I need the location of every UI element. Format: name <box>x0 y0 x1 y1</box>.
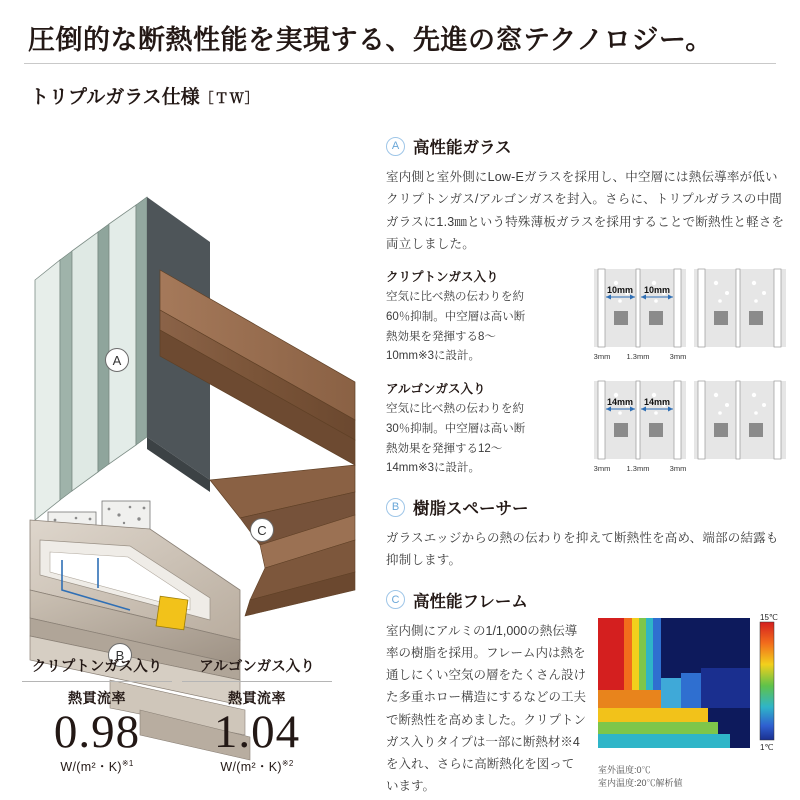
section-high-performance-frame <box>386 588 786 798</box>
section-header <box>386 588 786 612</box>
figure-gas-label: クリプトンガス入り <box>31 659 163 675</box>
argon-text: 空気に比べ熱の伝わりを約30％抑制。中空層は高い断熱効果を発揮する12〜14mm※3に設計。 <box>386 403 526 475</box>
svg-text:1.3mm: 1.3mm <box>626 464 650 474</box>
figure-unit-text: W/(m²・K) <box>60 760 122 775</box>
svg-text:10mm: 10mm <box>606 285 634 295</box>
figure-value: 1.04 <box>213 706 301 758</box>
figure-unit-text: W/(m²・K) <box>220 760 282 775</box>
figure-metric-label: 熱貫流率 <box>228 690 286 706</box>
badge-c: C <box>250 518 274 542</box>
thermal-analysis-image <box>598 612 786 791</box>
badge-b: B <box>108 643 132 667</box>
page-subtitle <box>30 82 260 109</box>
figure-note: ※2 <box>281 759 294 769</box>
figure-krypton <box>22 655 172 775</box>
krypton-diagram <box>594 267 786 372</box>
krypton-title: クリプトンガス入り <box>386 270 499 284</box>
svg-text:14mm: 14mm <box>606 397 634 408</box>
svg-text:1.3mm: 1.3mm <box>626 352 650 361</box>
section-title: 樹脂スペーサー <box>413 500 529 519</box>
right-column <box>386 134 786 798</box>
section-header <box>386 134 786 158</box>
section-resin-spacer <box>386 495 786 572</box>
section-header <box>386 495 786 519</box>
svg-text:1℃: 1℃ <box>760 742 774 752</box>
section-body: 室内側にアルミの1/1,000の熱伝導率の樹脂を採用。フレーム内は熱を通しにくい空気の層をたくさん設けた多重ホロー構造にするなどの工夫で断熱性を高めました。クリプトンガス入りタイプは一部に断熱材※4を入れ、さらに高断熱化を図っています。 <box>386 623 587 794</box>
section-high-performance-glass <box>386 134 786 479</box>
section-title: 高性能ガラス <box>413 139 512 157</box>
circle-b-icon: B <box>386 498 405 517</box>
krypton-block <box>386 267 786 367</box>
argon-title: アルゴンガス入り <box>386 382 486 397</box>
argon-diagram <box>594 379 786 484</box>
svg-text:10mm: 10mm <box>643 285 671 295</box>
krypton-diagram-svg <box>594 267 786 367</box>
figure-note: ※1 <box>121 759 134 769</box>
window-cross-section-illustration <box>10 120 370 663</box>
svg-text:3mm: 3mm <box>593 352 611 361</box>
figure-metric-label: 熱貫流率 <box>68 690 126 706</box>
page-headline: 圧倒的な断熱性能を実現する、先進の窓テクノロジー。 <box>28 25 713 55</box>
frame-content <box>386 612 786 798</box>
figure-value: 0.98 <box>53 706 141 758</box>
section-body: 室内側と室外側にLow-Eガラスを採用し、中空層には熱伝導率が低いクリプトンガス/アルゴンガスを封入。さらに、トリプルガラスの中間ガラスに1.3㎜という特殊薄板ガラスを採用することで断熱性と軽さを両立しました。 <box>386 170 785 251</box>
performance-figures <box>14 655 344 795</box>
section-title: 高性能フレーム <box>413 592 528 611</box>
subtitle-text: トリプルガラス仕様 <box>30 87 200 108</box>
svg-text:15℃: 15℃ <box>760 612 778 622</box>
header-divider <box>24 63 776 64</box>
thermal-analysis-svg <box>598 612 786 756</box>
badge-a: A <box>105 348 129 372</box>
argon-diagram-svg <box>594 379 786 479</box>
argon-block <box>386 379 786 479</box>
figure-argon <box>182 655 332 775</box>
svg-text:3mm: 3mm <box>593 464 611 474</box>
figure-unit <box>22 757 172 775</box>
figure-divider <box>182 681 332 682</box>
section-body: ガラスエッジからの熱の伝わりを抑えて断熱性を高め、端部の結露も抑制します。 <box>386 531 779 568</box>
circle-c-icon: C <box>386 590 405 609</box>
figure-divider <box>22 681 172 682</box>
figure-gas-label: アルゴンガス入り <box>199 659 315 675</box>
subtitle-tag: ［ＴＷ］ <box>199 90 260 106</box>
svg-text:3mm: 3mm <box>669 352 687 361</box>
svg-text:14mm: 14mm <box>643 397 671 408</box>
circle-a-icon: A <box>386 137 405 156</box>
svg-text:3mm: 3mm <box>669 464 687 474</box>
krypton-text: 空気に比べ熱の伝わりを約60％抑制。中空層は高い断熱効果を発揮する8〜10mm※3に設計。 <box>386 291 526 363</box>
window-diagram-svg <box>10 120 370 650</box>
thermal-caption: 室外温度:0℃ 室内温度:20℃解析値 <box>598 764 683 789</box>
figure-unit <box>182 757 332 775</box>
